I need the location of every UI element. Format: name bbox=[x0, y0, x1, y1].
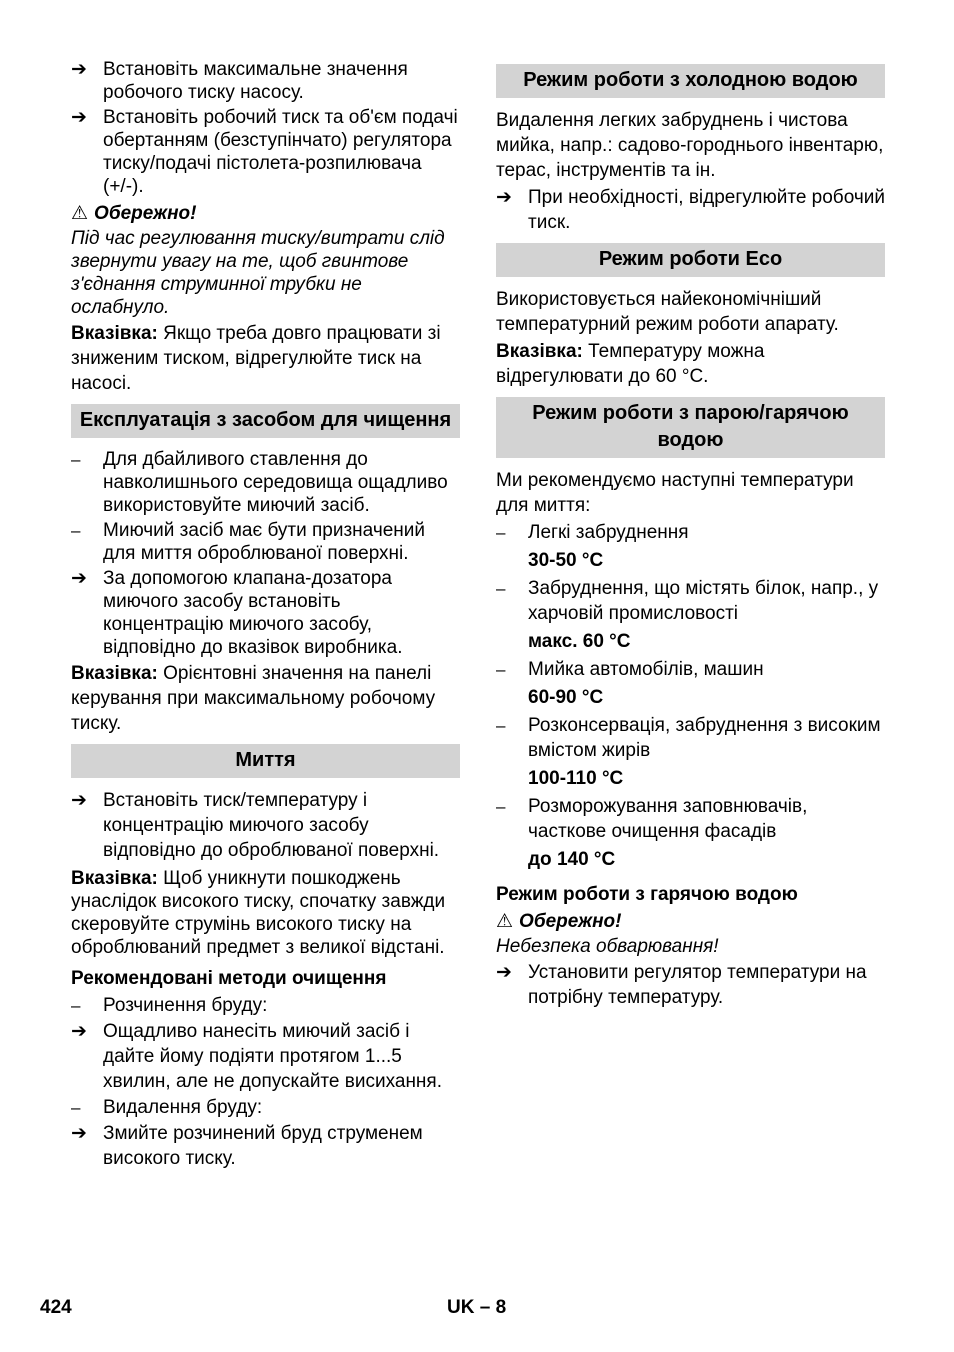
list-item: ➔ Ощадливо нанесіть миючий засіб і дайте йому подіяти протягом 1...5 хвилин, але не допускайте висихання. bbox=[71, 1021, 442, 1092]
list-item: ➔ Встановіть максимальне значення робочого тиску насосу. bbox=[71, 59, 408, 103]
subheading: Рекомендовані методи очищення bbox=[71, 968, 387, 989]
dash-bullet: – bbox=[496, 797, 506, 816]
dash-bullet: – bbox=[496, 523, 506, 542]
note: Вказівка: Температуру можна відрегулювати до 60 °C. bbox=[496, 341, 765, 387]
arrow-icon: ➔ bbox=[71, 107, 87, 128]
dash-bullet: – bbox=[71, 996, 81, 1015]
section-heading: Режим роботи Eco bbox=[496, 243, 885, 277]
arrow-icon: ➔ bbox=[71, 59, 87, 80]
caution-label: ⚠ Обережно! bbox=[71, 203, 197, 224]
temperature-value: 60-90 °C bbox=[528, 687, 604, 708]
arrow-icon: ➔ bbox=[71, 1123, 87, 1144]
section-heading: Режим роботи з парою/гарячою водою bbox=[496, 397, 885, 458]
warning-icon: ⚠ bbox=[496, 911, 514, 932]
list-item: – Розконсервація, забруднення з високим вмістом жирів bbox=[496, 715, 881, 761]
section-heading: Режим роботи з холодною водою bbox=[496, 64, 885, 98]
list-item: – Забруднення, що містять білок, напр., у харчовій промисловості bbox=[496, 578, 879, 624]
dash-bullet: – bbox=[71, 450, 81, 469]
list-item: ➔ За допомогою клапана-дозатора миючого засобу встановіть концентрацію миючого засобу, відповідно до вказівок виробника. bbox=[71, 568, 403, 658]
list-item: – Мийка автомобілів, машин bbox=[496, 659, 764, 680]
warning-icon: ⚠ bbox=[71, 203, 89, 224]
list-item: ➔ Встановіть робочий тиск та об'єм подачі обертанням (безступінчато) регулятора тиску/подачі пістолета-розпилювача (+/-). bbox=[71, 107, 458, 197]
arrow-icon: ➔ bbox=[496, 187, 512, 208]
temperature-value: 100-110 °C bbox=[528, 768, 624, 789]
dash-bullet: – bbox=[71, 1098, 81, 1117]
temperature-value: макс. 60 °C bbox=[528, 631, 631, 652]
list-item: – Легкі забруднення bbox=[496, 522, 689, 543]
paragraph: Використовується найекономічніший температурний режим роботи апарату. bbox=[496, 289, 839, 335]
caution-text: Під час регулювання тиску/витрати слід звернути увагу на те, щоб гвинтове з'єднання струминної трубки не ослабнуло. bbox=[71, 228, 445, 318]
list-item: – Миючий засіб має бути призначений для миття оброблюваної поверхні. bbox=[71, 520, 426, 564]
dash-bullet: – bbox=[496, 579, 506, 598]
arrow-icon: ➔ bbox=[71, 790, 87, 811]
arrow-icon: ➔ bbox=[71, 568, 87, 589]
list-item: ➔ Встановіть тиск/температуру і концентрацію миючого засобу відповідно до оброблюваної поверхні. bbox=[71, 790, 440, 861]
list-item: – Розчинення бруду: bbox=[71, 995, 268, 1016]
section-heading: Експлуатація з засобом для чищення bbox=[71, 404, 460, 438]
list-item: ➔ Установити регулятор температури на потрібну температуру. bbox=[496, 962, 867, 1008]
dash-bullet: – bbox=[496, 660, 506, 679]
arrow-icon: ➔ bbox=[496, 962, 512, 983]
dash-bullet: – bbox=[496, 716, 506, 735]
note: Вказівка: Орієнтовні значення на панелі керування при максимальному робочому тиску. bbox=[71, 663, 436, 734]
subheading: Режим роботи з гарячою водою bbox=[496, 884, 798, 905]
caution-text: Небезпека обварювання! bbox=[496, 936, 719, 957]
arrow-icon: ➔ bbox=[71, 1021, 87, 1042]
paragraph: Видалення легких забруднень і чистова мийка, напр.: садово-городнього інвентарю, терас, інструментів та ін. bbox=[496, 110, 884, 181]
temperature-value: до 140 °C bbox=[528, 849, 616, 870]
dash-bullet: – bbox=[71, 521, 81, 540]
note: Вказівка: Щоб уникнути пошкоджень унаслідок високого тиску, спочатку завжди скеровуйте струмінь високого тиску на оброблюваний предмет з великої відстані. bbox=[71, 868, 446, 958]
list-item: – Для дбайливого ставлення до навколишнього середовища ощадливо використовуйте миючий засіб. bbox=[71, 449, 448, 516]
page-number: 424 bbox=[40, 1297, 72, 1318]
list-item: – Розморожування заповнювачів, часткове очищення фасадів bbox=[496, 796, 808, 842]
temperature-value: 30-50 °C bbox=[528, 550, 604, 571]
page-label: UK – 8 bbox=[447, 1297, 507, 1318]
list-item: ➔ При необхідності, відрегулюйте робочий тиск. bbox=[496, 187, 885, 233]
section-heading: Миття bbox=[71, 744, 460, 778]
list-item: ➔ Змийте розчинений бруд струменем високого тиску. bbox=[71, 1123, 423, 1169]
list-item: – Видалення бруду: bbox=[71, 1097, 263, 1118]
right-column bbox=[496, 56, 885, 1012]
paragraph: Ми рекомендуємо наступні температури для миття: bbox=[496, 470, 854, 516]
note: Вказівка: Якщо треба довго працювати зі зниженим тиском, відрегулюйте тиск на насосі. bbox=[71, 323, 441, 394]
caution-label: ⚠ Обережно! bbox=[496, 911, 622, 932]
left-column bbox=[71, 58, 460, 1173]
